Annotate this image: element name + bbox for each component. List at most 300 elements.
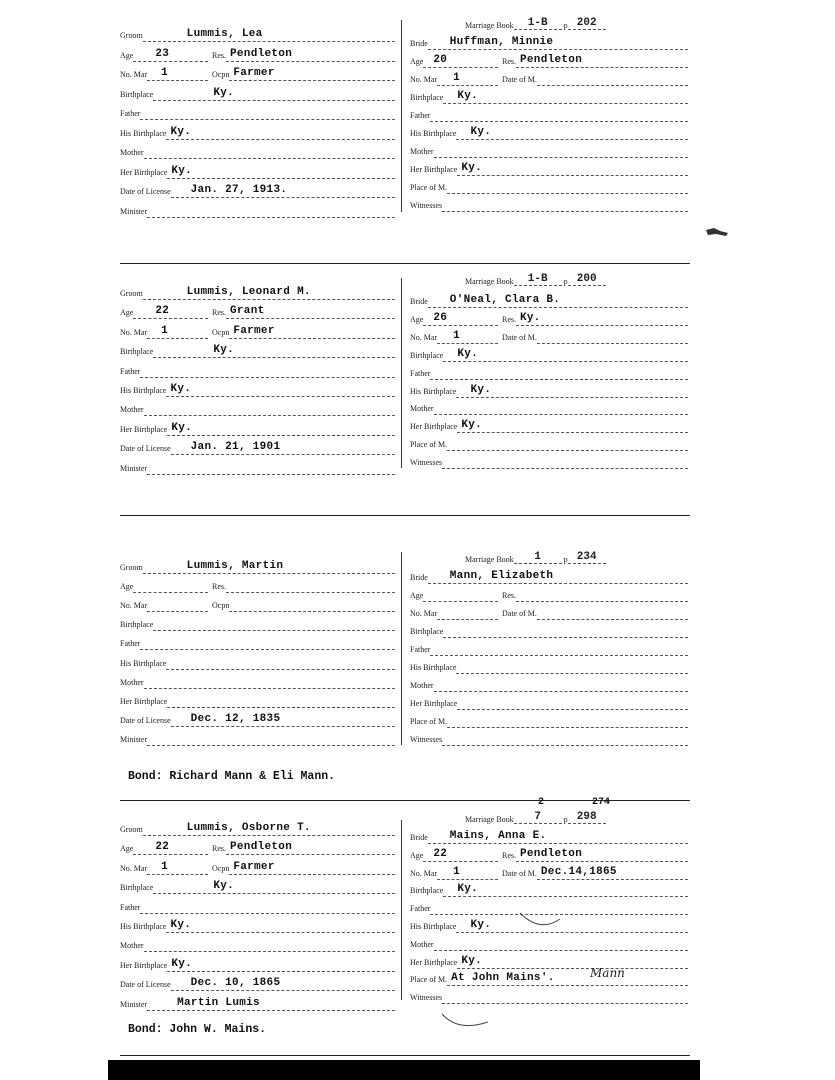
bride-res-field	[502, 844, 688, 862]
groom-groom-label: Groom	[120, 31, 143, 40]
bride-birthplace-field	[410, 344, 688, 362]
bride-bride-value: Mains, Anna E.	[449, 830, 547, 842]
bride-place-of-m-label: Place of M.	[410, 183, 448, 192]
groom-his-birthplace-field	[120, 122, 395, 140]
groom-age-label: Age	[120, 844, 134, 854]
groom-minister-value: Martin Lumis	[177, 996, 260, 1009]
groom-age-value-line	[133, 302, 208, 319]
bride-her-birthplace-value: Ky.	[461, 419, 483, 432]
groom-date-of-license-label: Date of License	[120, 715, 171, 725]
bride-birthplace-field	[410, 879, 688, 897]
bride-res-field	[502, 308, 688, 326]
bride-mother-value-line	[434, 398, 688, 415]
groom-res-label: Res.	[212, 308, 226, 318]
bride-bride-value: Mann, Elizabeth	[449, 570, 554, 582]
groom-mother-field	[120, 141, 395, 159]
groom-res-label: Res.	[212, 50, 226, 60]
bride-mother-field	[410, 674, 688, 692]
bride-date-of-m-label: Date of M.	[502, 868, 537, 878]
groom-ocpn-field	[212, 63, 395, 81]
groom-ocpn-field	[212, 594, 395, 612]
bride-father-label: Father	[410, 368, 431, 378]
bride-age-value: 22	[433, 847, 448, 860]
groom-date-of-license-value: Dec. 10, 1865	[190, 977, 281, 990]
bride-father-field	[410, 362, 688, 380]
groom-ocpn-value-line	[229, 595, 395, 612]
groom-minister-value-line	[147, 201, 395, 218]
bride-place-of-m-value-line	[447, 177, 688, 194]
bride-bride-value-line	[428, 827, 688, 844]
groom-mother-field	[120, 398, 395, 416]
bride-birthplace-field	[410, 620, 688, 638]
groom-his-birthplace-value: Ky.	[170, 383, 192, 395]
bride-place-of-m-value-line	[447, 434, 688, 451]
groom-res-label: Res.	[212, 844, 226, 854]
groom-his-birthplace-value: Ky.	[170, 125, 192, 138]
groom-no-mar-field	[120, 594, 208, 612]
groom-ocpn-label: Ocpn	[212, 601, 230, 611]
groom-no-mar-value: 1	[161, 324, 169, 337]
groom-ocpn-label: Ocpn	[212, 327, 230, 337]
bride-date-of-m-value-line	[537, 863, 688, 880]
groom-father-field	[120, 102, 395, 120]
groom-his-birthplace-label: His Birthplace	[120, 922, 167, 931]
bride-age-value-line	[423, 845, 498, 862]
bride-witnesses-field	[410, 986, 688, 1004]
marriage-book-page: 200	[568, 273, 606, 286]
groom-his-birthplace-label: His Birthplace	[120, 658, 167, 668]
page-label: p	[563, 555, 568, 564]
bride-res-value: Ky.	[520, 311, 541, 324]
groom-age-field	[120, 837, 208, 855]
groom-res-value-line	[226, 302, 395, 319]
bride-date-of-m-value-line	[537, 327, 688, 344]
bride-place-of-m-field	[410, 176, 688, 194]
bride-his-birthplace-label: His Birthplace	[410, 129, 457, 138]
bride-father-label: Father	[410, 645, 431, 654]
bride-age-value: 20	[433, 54, 448, 66]
bride-birthplace-label: Birthplace	[410, 886, 444, 896]
groom-no-mar-field	[120, 857, 208, 875]
groom-her-birthplace-field	[120, 418, 395, 436]
bride-bride-field	[410, 32, 688, 50]
groom-groom-value: Lummis, Leonard M.	[186, 286, 311, 298]
groom-date-of-license-label: Date of License	[120, 444, 171, 454]
groom-birthplace-field	[120, 340, 395, 358]
groom-her-birthplace-label: Her Birthplace	[120, 960, 168, 970]
groom-father-field	[120, 632, 395, 650]
bride-his-birthplace-field	[410, 380, 688, 398]
bride-witnesses-field	[410, 451, 688, 469]
record-column-divider	[401, 20, 402, 212]
bride-age-label: Age	[410, 57, 424, 66]
bride-her-birthplace-field	[410, 158, 688, 176]
groom-her-birthplace-field	[120, 954, 395, 972]
groom-no-mar-value-line	[147, 858, 208, 875]
bride-birthplace-value-line	[443, 621, 688, 638]
bride-witnesses-label: Witnesses	[410, 201, 443, 210]
groom-date-of-license-value: Jan. 21, 1901	[190, 441, 281, 454]
groom-mother-field	[120, 671, 395, 689]
bride-bride-value-line	[428, 567, 688, 584]
bride-res-value-line	[516, 51, 688, 68]
marriage-book-reference	[465, 548, 606, 564]
bride-bride-value-line	[428, 291, 688, 308]
bride-no-mar-value-line	[437, 69, 498, 86]
marriage-book-reference	[465, 270, 606, 286]
groom-her-birthplace-value: Ky.	[171, 164, 193, 177]
bride-no-mar-value: 1	[453, 865, 461, 878]
record-separator-line	[120, 515, 690, 516]
groom-age-field	[120, 44, 208, 62]
groom-no-mar-label: No. Mar	[120, 863, 148, 873]
groom-res-value: Grant	[230, 305, 265, 318]
groom-her-birthplace-value-line	[167, 162, 395, 179]
groom-date-of-license-value-line	[171, 710, 395, 727]
bride-res-label: Res.	[502, 850, 516, 860]
bride-res-field	[502, 50, 688, 68]
bride-father-field	[410, 638, 688, 656]
groom-age-value: 22	[155, 841, 170, 854]
groom-no-mar-value-line	[147, 322, 208, 339]
bride-age-value: 26	[433, 311, 448, 324]
groom-mother-value-line	[144, 935, 395, 952]
groom-birthplace-value-line	[153, 877, 395, 894]
bride-res-value-line	[516, 309, 688, 326]
bride-res-label: Res.	[502, 314, 516, 324]
groom-age-label: Age	[120, 582, 134, 592]
groom-res-field	[212, 575, 395, 593]
groom-groom-field	[120, 556, 395, 574]
groom-her-birthplace-value-line	[167, 419, 395, 436]
bride-no-mar-value: 1	[453, 329, 461, 342]
bride-place-of-m-value: At John Mains'.	[451, 972, 555, 985]
groom-birthplace-label: Birthplace	[120, 883, 154, 893]
bride-father-value-line	[430, 363, 688, 380]
record-column-divider	[401, 820, 402, 1000]
page-label: p	[563, 21, 568, 30]
bride-place-of-m-field	[410, 433, 688, 451]
groom-date-of-license-value-line	[171, 974, 395, 991]
bride-her-birthplace-value: Ky.	[461, 954, 483, 967]
bride-witnesses-label: Witnesses	[410, 993, 443, 1003]
bride-date-of-m-value-line	[537, 69, 688, 86]
bride-mother-label: Mother	[410, 681, 434, 690]
groom-res-field	[212, 837, 395, 855]
groom-date-of-license-field	[120, 437, 395, 455]
bride-age-label: Age	[410, 850, 424, 860]
groom-his-birthplace-field	[120, 652, 395, 670]
bride-no-mar-field	[410, 326, 498, 344]
bride-bride-value: Huffman, Minnie	[449, 36, 554, 48]
bride-his-birthplace-value: Ky.	[470, 919, 492, 931]
bride-birthplace-value-line	[443, 345, 688, 362]
record-column-divider	[401, 278, 402, 468]
bride-date-of-m-field	[502, 602, 688, 620]
bride-place-of-m-field	[410, 710, 688, 728]
bride-res-value: Pendleton	[520, 54, 583, 66]
groom-age-field	[120, 575, 208, 593]
groom-groom-label: Groom	[120, 289, 143, 298]
bride-bride-label: Bride	[410, 297, 428, 306]
bride-witnesses-value-line	[442, 452, 688, 469]
groom-res-label: Res.	[212, 582, 226, 592]
groom-birthplace-label: Birthplace	[120, 89, 154, 99]
groom-minister-value-line	[147, 729, 395, 746]
marriage-book-label: Marriage Book	[465, 21, 514, 30]
bride-witnesses-value-line	[442, 987, 688, 1004]
bride-father-label: Father	[410, 111, 431, 120]
groom-his-birthplace-value-line	[166, 916, 395, 933]
bride-witnesses-value-line	[442, 195, 688, 212]
bride-her-birthplace-label: Her Birthplace	[410, 165, 458, 174]
bride-birthplace-label: Birthplace	[410, 350, 444, 360]
groom-mother-label: Mother	[120, 148, 144, 157]
groom-his-birthplace-value: Ky.	[170, 919, 192, 931]
bride-bride-field	[410, 290, 688, 308]
bride-mother-label: Mother	[410, 147, 434, 156]
bride-no-mar-value-line	[437, 603, 498, 620]
groom-minister-value-line	[147, 458, 395, 475]
groom-age-value: 23	[155, 47, 170, 60]
bride-place-of-m-label: Place of M.	[410, 975, 448, 985]
bride-res-value: Pendleton	[520, 847, 583, 860]
bride-birthplace-label: Birthplace	[410, 93, 444, 102]
bride-age-field	[410, 308, 498, 326]
groom-no-mar-label: No. Mar	[120, 327, 148, 337]
groom-ocpn-value-line	[229, 64, 395, 81]
bride-date-of-m-field	[502, 326, 688, 344]
bride-bride-field	[410, 566, 688, 584]
bride-his-birthplace-value-line	[456, 123, 688, 140]
bride-age-field	[410, 50, 498, 68]
bride-witnesses-label: Witnesses	[410, 735, 443, 744]
bride-witnesses-field	[410, 194, 688, 212]
bride-age-label: Age	[410, 314, 424, 324]
groom-ocpn-value: Farmer	[233, 860, 275, 873]
bride-mother-field	[410, 397, 688, 415]
groom-birthplace-value: Ky.	[213, 86, 235, 99]
groom-res-value: Pendleton	[230, 47, 293, 60]
bride-bride-value-line	[428, 33, 688, 50]
groom-no-mar-value-line	[147, 595, 208, 612]
bride-res-label: Res.	[502, 591, 516, 600]
groom-mother-value-line	[144, 142, 395, 159]
pen-stroke-marks	[420, 905, 700, 965]
groom-res-value-line	[226, 576, 395, 593]
bride-no-mar-value-line	[437, 327, 498, 344]
groom-minister-label: Minister	[120, 999, 148, 1009]
place-handwritten-annotation: Mann	[590, 966, 625, 981]
bride-his-birthplace-label: His Birthplace	[410, 663, 457, 672]
groom-ocpn-value-line	[229, 322, 395, 339]
bride-mother-value-line	[434, 675, 688, 692]
groom-date-of-license-value: Dec. 12, 1835	[190, 712, 281, 725]
bride-birthplace-value: Ky.	[457, 347, 479, 360]
groom-father-label: Father	[120, 639, 141, 649]
bride-place-of-m-label: Place of M.	[410, 717, 448, 726]
groom-father-value-line	[140, 897, 395, 914]
bride-his-birthplace-label: His Birthplace	[410, 922, 457, 931]
groom-his-birthplace-label: His Birthplace	[120, 128, 167, 138]
bride-res-field	[502, 584, 688, 602]
groom-age-label: Age	[120, 50, 134, 60]
marriage-book-number-alt: 2	[538, 797, 545, 808]
marriage-book-label: Marriage Book	[465, 815, 514, 824]
groom-her-birthplace-label: Her Birthplace	[120, 696, 168, 706]
groom-father-label: Father	[120, 366, 141, 376]
bride-no-mar-label: No. Mar	[410, 332, 438, 342]
groom-groom-value-line	[143, 819, 395, 836]
scan-smudge-mark	[704, 224, 730, 238]
groom-date-of-license-field	[120, 709, 395, 727]
bride-no-mar-label: No. Mar	[410, 868, 438, 878]
groom-minister-label: Minister	[120, 734, 148, 744]
marriage-book-page: 234	[568, 551, 606, 564]
marriage-record-card	[108, 0, 700, 1060]
groom-mother-value-line	[144, 399, 395, 416]
groom-ocpn-label: Ocpn	[212, 70, 230, 79]
bride-father-label: Father	[410, 904, 431, 914]
bride-witnesses-value-line	[442, 729, 688, 746]
marriage-book-page: 202	[568, 17, 606, 30]
groom-res-field	[212, 301, 395, 319]
bride-no-mar-value-line	[437, 863, 498, 880]
groom-age-field	[120, 301, 208, 319]
groom-father-field	[120, 896, 395, 914]
bride-birthplace-value-line	[443, 87, 688, 104]
groom-groom-value-line	[143, 25, 395, 42]
groom-her-birthplace-value: Ky.	[171, 421, 193, 434]
bride-his-birthplace-field	[410, 656, 688, 674]
groom-her-birthplace-label: Her Birthplace	[120, 167, 168, 177]
pen-stroke-mark-bottom	[440, 1010, 520, 1040]
groom-her-birthplace-value-line	[167, 955, 395, 972]
groom-no-mar-value: 1	[161, 860, 169, 873]
groom-birthplace-value-line	[153, 84, 395, 101]
groom-minister-value-line	[147, 994, 395, 1011]
groom-age-value-line	[133, 45, 208, 62]
bride-father-value-line	[430, 639, 688, 656]
groom-birthplace-value-line	[153, 614, 395, 631]
groom-father-value-line	[140, 633, 395, 650]
groom-res-field	[212, 44, 395, 62]
page-label: p	[563, 277, 568, 286]
groom-her-birthplace-field	[120, 690, 395, 708]
bride-mother-label: Mother	[410, 404, 434, 414]
groom-groom-value: Lummis, Martin	[186, 560, 284, 572]
groom-birthplace-field	[120, 83, 395, 101]
groom-groom-value-line	[143, 557, 395, 574]
bride-his-birthplace-value: Ky.	[470, 383, 492, 396]
bride-age-field	[410, 844, 498, 862]
groom-no-mar-label: No. Mar	[120, 70, 148, 79]
bride-her-birthplace-field	[410, 415, 688, 433]
bride-birthplace-value: Ky.	[457, 90, 479, 102]
groom-date-of-license-label: Date of License	[120, 980, 171, 990]
groom-date-of-license-value-line	[171, 438, 395, 455]
marriage-book-number: 1-B	[514, 273, 562, 286]
marriage-book-label: Marriage Book	[465, 277, 514, 286]
groom-groom-label: Groom	[120, 825, 143, 834]
groom-no-mar-label: No. Mar	[120, 601, 148, 611]
groom-groom-field	[120, 24, 395, 42]
groom-his-birthplace-value-line	[166, 653, 395, 670]
bride-witnesses-label: Witnesses	[410, 458, 443, 468]
groom-his-birthplace-field	[120, 915, 395, 933]
scan-margin-left	[0, 0, 108, 1080]
bride-res-value-line	[516, 585, 688, 602]
bride-mother-label: Mother	[410, 939, 434, 949]
bride-witnesses-field	[410, 728, 688, 746]
groom-date-of-license-label: Date of License	[120, 187, 171, 196]
groom-father-label: Father	[120, 902, 141, 912]
groom-mother-value-line	[144, 672, 395, 689]
bride-birthplace-label: Birthplace	[410, 627, 444, 636]
groom-his-birthplace-value-line	[166, 123, 395, 140]
groom-ocpn-value: Farmer	[233, 67, 275, 79]
groom-age-value-line	[133, 576, 208, 593]
groom-her-birthplace-value: Ky.	[171, 957, 193, 970]
bride-his-birthplace-value-line	[456, 381, 688, 398]
bride-date-of-m-value-line	[537, 603, 688, 620]
bride-date-of-m-label: Date of M.	[502, 332, 537, 342]
bride-her-birthplace-label: Her Birthplace	[410, 422, 458, 432]
groom-his-birthplace-field	[120, 379, 395, 397]
bride-no-mar-label: No. Mar	[410, 75, 438, 84]
marriage-book-number: 1	[514, 551, 562, 564]
bride-his-birthplace-value: Ky.	[470, 126, 492, 138]
groom-groom-value: Lummis, Osborne T.	[186, 822, 311, 834]
bride-mother-value-line	[434, 141, 688, 158]
bride-his-birthplace-field	[410, 122, 688, 140]
groom-birthplace-field	[120, 876, 395, 894]
groom-minister-field	[120, 200, 395, 218]
bride-bride-value: O'Neal, Clara B.	[449, 294, 561, 306]
groom-father-value-line	[140, 103, 395, 120]
groom-groom-value-line	[143, 283, 395, 300]
groom-mother-label: Mother	[120, 677, 144, 687]
bride-age-value-line	[423, 585, 498, 602]
groom-groom-label: Groom	[120, 563, 143, 572]
marriage-book-reference	[465, 808, 606, 824]
bride-no-mar-field	[410, 602, 498, 620]
bride-his-birthplace-value-line	[456, 657, 688, 674]
bond-note: Bond: Richard Mann & Eli Mann.	[128, 770, 336, 783]
groom-minister-field	[120, 728, 395, 746]
groom-ocpn-label: Ocpn	[212, 863, 230, 873]
bride-bride-label: Bride	[410, 833, 428, 842]
groom-no-mar-field	[120, 321, 208, 339]
groom-minister-label: Minister	[120, 206, 148, 216]
groom-her-birthplace-label: Her Birthplace	[120, 424, 168, 434]
groom-res-value-line	[226, 838, 395, 855]
groom-no-mar-field	[120, 63, 208, 81]
groom-ocpn-field	[212, 321, 395, 339]
bride-date-of-m-value: Dec.14,1865	[540, 865, 617, 878]
bride-age-value-line	[423, 51, 498, 68]
groom-his-birthplace-value-line	[166, 380, 395, 397]
groom-father-value-line	[140, 361, 395, 378]
groom-age-label: Age	[120, 308, 134, 318]
groom-minister-field	[120, 993, 395, 1011]
bride-place-of-m-label: Place of M.	[410, 440, 448, 450]
marriage-book-page-alt: 274	[592, 797, 611, 808]
bride-res-value-line	[516, 845, 688, 862]
groom-age-value-line	[133, 838, 208, 855]
bride-date-of-m-field	[502, 862, 688, 880]
marriage-book-label: Marriage Book	[465, 555, 514, 564]
